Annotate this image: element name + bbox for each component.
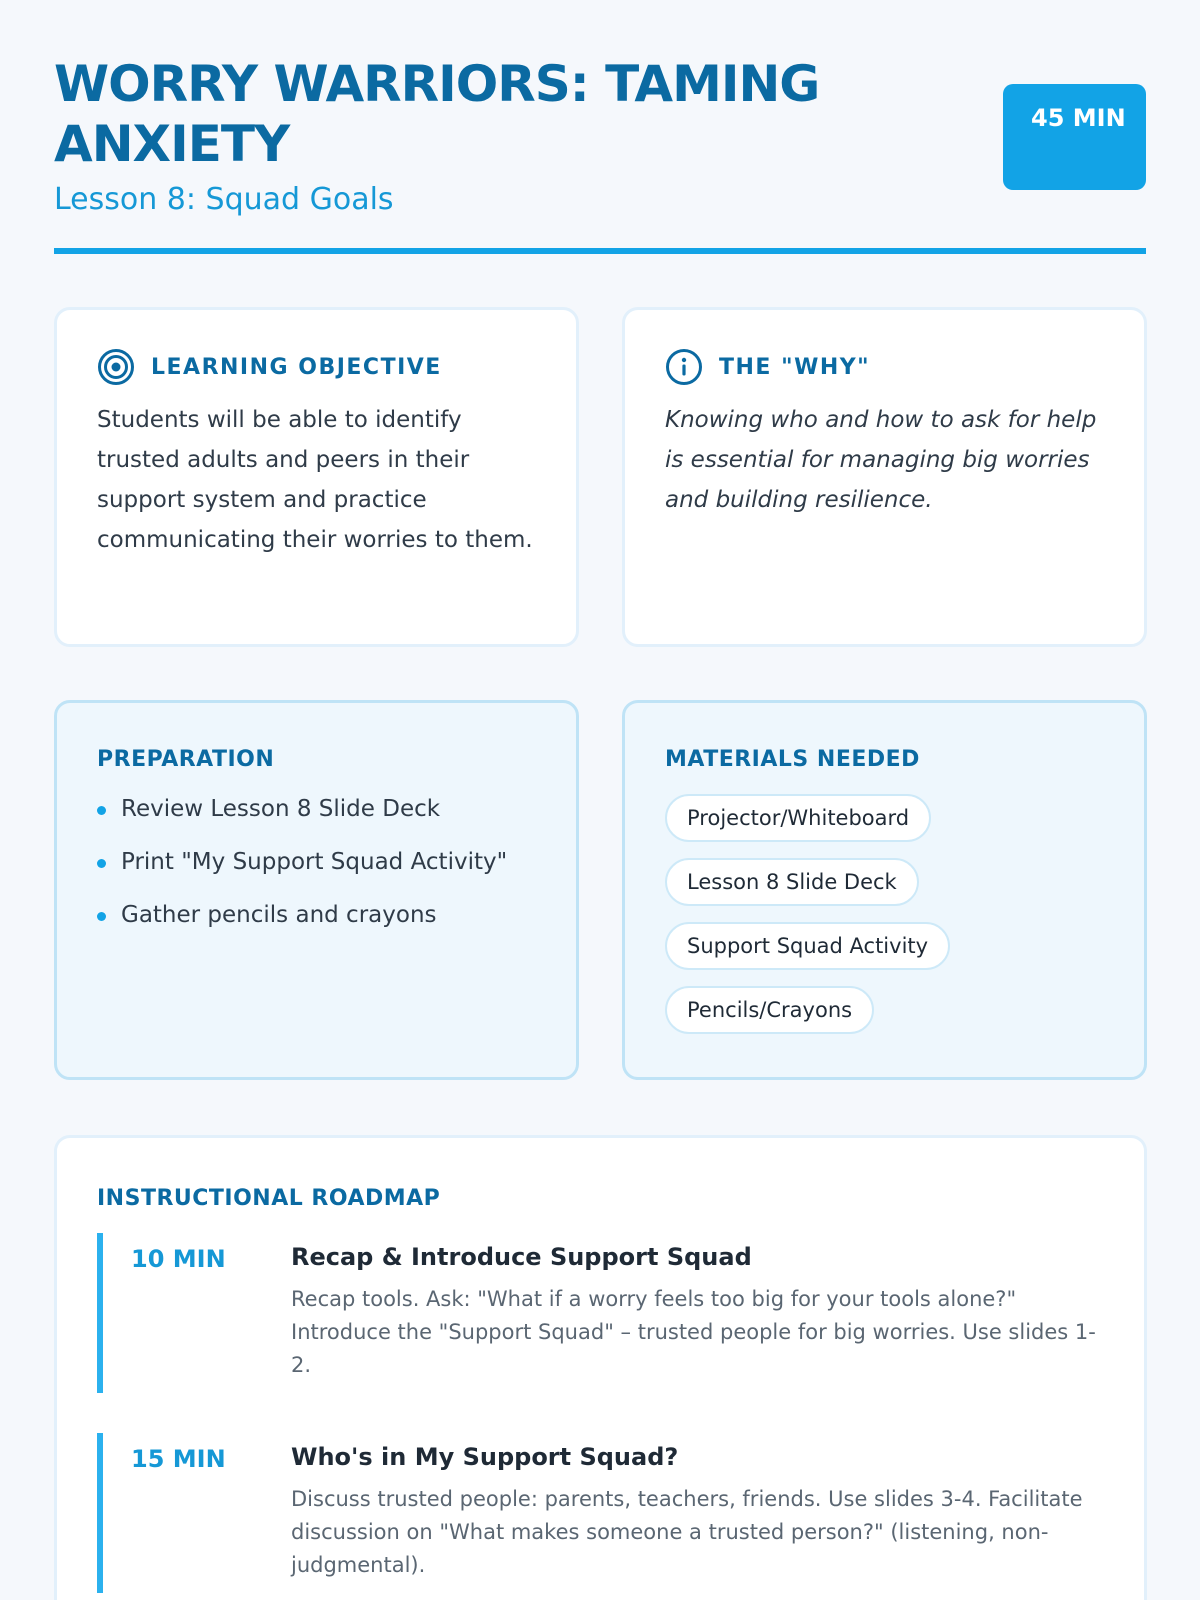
roadmap-step [97,1433,1104,1593]
learning-objective-text: Students will be able to identify trusted adults and peers in their support system and practice communicating their worries to them. [97,407,533,553]
step-time: 15 MIN [131,1445,226,1473]
why-header [665,348,1104,386]
overview-row [54,307,1147,647]
roadmap-title: INSTRUCTIONAL ROADMAP [97,1186,441,1211]
setup-row [54,700,1147,1080]
step-description: Discuss trusted people: parents, teachers, friends. Use slides 3-4. Facilitate discussion on "What makes someone a trusted person?" (listening, non-judgmental). [291,1487,1083,1577]
why-text: Knowing who and how to ask for help is essential for managing big worries and building resilience. [665,407,1097,513]
step-title: Who's in My Support Squad? [291,1443,679,1471]
lesson-title: WORRY WARRIORS: TAMING ANXIETY [54,55,820,173]
material-chip: Projector/Whiteboard [665,794,931,842]
lesson-header [54,54,1146,254]
preparation-title: PREPARATION [97,747,275,772]
info-icon [665,348,703,386]
preparation-list [97,794,536,930]
target-icon [97,348,135,386]
learning-objective-header [97,348,536,386]
materials-list [665,794,1104,1050]
why-card [622,307,1147,647]
roadmap-step [97,1233,1104,1393]
learning-objective-card [54,307,579,647]
preparation-card [54,700,579,1080]
duration-badge: 45 MIN [1003,84,1146,190]
material-chip: Support Squad Activity [665,922,950,970]
instructional-roadmap [54,1135,1147,1600]
step-title: Recap & Introduce Support Squad [291,1243,752,1271]
learning-objective-title: LEARNING OBJECTIVE [151,354,442,380]
material-chip: Lesson 8 Slide Deck [665,858,919,906]
preparation-item: Gather pencils and crayons [97,900,536,930]
step-time: 10 MIN [131,1245,226,1273]
step-body [291,1433,1104,1593]
lesson-subtitle: Lesson 8: Squad Goals [54,182,394,217]
why-title: THE "WHY" [719,354,871,380]
preparation-item: Print "My Support Squad Activity" [97,847,536,877]
materials-card [622,700,1147,1080]
materials-title: MATERIALS NEEDED [665,747,920,772]
step-body [291,1233,1104,1393]
preparation-item: Review Lesson 8 Slide Deck [97,794,536,824]
step-description: Recap tools. Ask: "What if a worry feels too big for your tools alone?" Introduce the "Support Squad" – trusted people for big worries. Use slides 1-2. [291,1287,1096,1377]
material-chip: Pencils/Crayons [665,986,874,1034]
